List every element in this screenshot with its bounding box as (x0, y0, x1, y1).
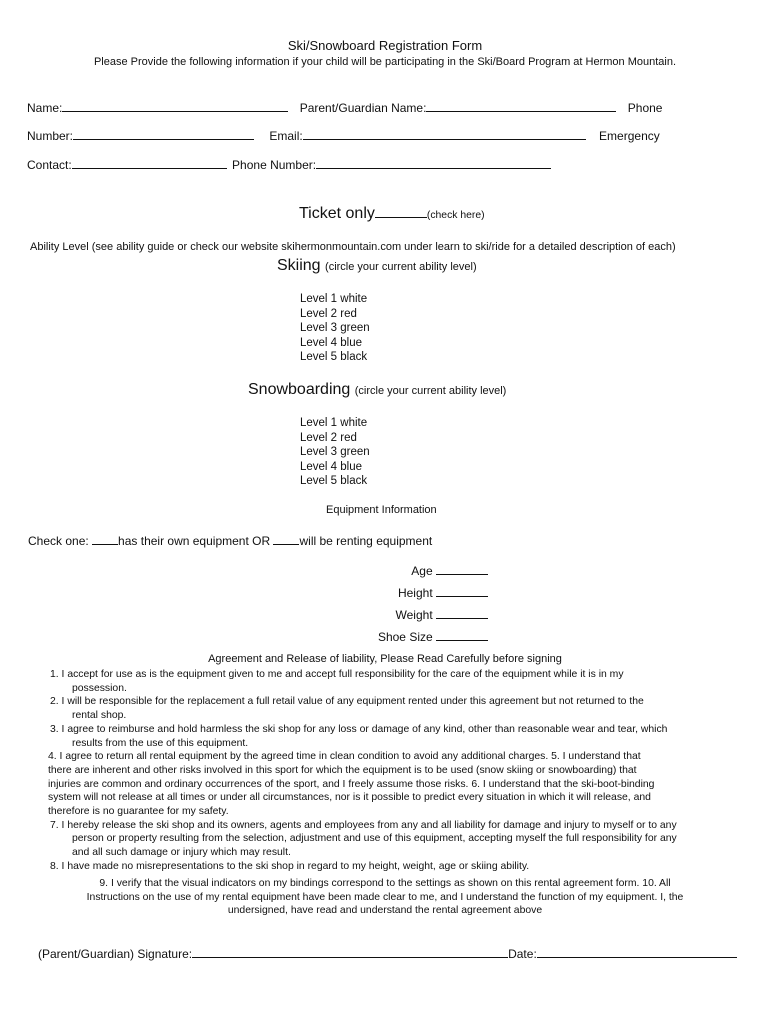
equipment-heading: Equipment Information (326, 504, 437, 516)
agreement-line: there are inherent and other risks involved in this sport for which the equipment is to be used (snow skiing or snowboarding) that (48, 764, 637, 776)
ticket-label: Ticket only (299, 205, 375, 222)
agreement-line: therefore is no guarantee for my safety. (48, 806, 229, 818)
name-field[interactable] (62, 101, 288, 112)
snowboarding-note: (circle your current ability level) (354, 385, 507, 397)
age-field[interactable] (436, 564, 488, 575)
signature-row (38, 947, 737, 961)
agreement-line: 1. I accept for use as is the equipment given to me and accept full responsibility for the care of the equipment while it is in my (50, 669, 624, 680)
renting-equipment-checkbox[interactable] (273, 534, 299, 545)
weight-row (396, 608, 488, 622)
age-row (411, 564, 488, 578)
agreement-line: possession. (72, 682, 127, 694)
email-label: Email: (269, 129, 303, 143)
date-label: Date: (508, 947, 537, 961)
ticket-note: (check here) (426, 210, 485, 221)
skiing-level-option[interactable]: Level 2 red (300, 307, 357, 320)
agreement-line: injuries are common and ordinary occurrences of the sport, and I freely assume those risks. 6. I understand that the ski-boot-binding (48, 778, 655, 790)
ticket-row (299, 205, 485, 223)
skiing-level-option[interactable]: Level 5 black (300, 351, 368, 363)
number-row (27, 129, 660, 143)
skiing-note: (circle your current ability level) (325, 261, 477, 273)
height-row (398, 586, 488, 600)
snowboarding-level-option[interactable]: Level 5 black (300, 475, 368, 487)
agreement-line: 3. I agree to reimburse and hold harmless the ski shop for any loss or damage of any kind, other than reasonable wear and tear, which (50, 723, 668, 735)
agreement-line: person or property resulting from the selection, adjustment and use of this equipment, accepting myself the full responsibility for any (72, 833, 677, 845)
snowboarding-level-option[interactable]: Level 4 blue (300, 460, 363, 473)
name-label: Name: (27, 101, 63, 115)
contact-label: Contact: (27, 158, 72, 172)
signature-field[interactable] (192, 947, 508, 958)
agreement-line: 7. I hereby release the ski shop and its owners, agents and employees from any and all liability for damage and injury to myself or to any (50, 819, 677, 831)
skiing-level-option[interactable]: Level 3 green (300, 322, 370, 334)
check-one-label: Check one: (28, 534, 89, 548)
skiing-level-option[interactable]: Level 4 blue (300, 336, 363, 349)
agreement-line: system will not release at all times or under all circumstances, nor is it possible to predict every situation in which it will release, and (48, 792, 651, 804)
agreement-line: rental shop. (72, 710, 127, 722)
agreement-line: 8. I have made no misrepresentations to the ski shop in regard to my height, weight, age or skiing ability. (50, 860, 530, 872)
contact-row (27, 158, 551, 172)
height-field[interactable] (436, 586, 488, 597)
agreement-line: 2. I will be responsible for the replacement a full retail value of any equipment rented under this agreement but not returned to the (50, 696, 644, 708)
agreement-line: and all such damage or injury which may result. (72, 847, 291, 859)
phone-label: Phone (627, 101, 663, 115)
own-equipment-checkbox[interactable] (92, 534, 118, 545)
emergency-contact-field[interactable] (72, 158, 227, 169)
number-label: Number: (27, 129, 74, 143)
shoe-size-field[interactable] (436, 630, 488, 641)
parent-label: Parent/Guardian Name: (299, 101, 427, 115)
phone-number-field[interactable] (73, 129, 254, 140)
name-row (27, 101, 662, 115)
equipment-check-row (28, 534, 432, 548)
weight-field[interactable] (436, 608, 488, 619)
agreement-terms (50, 668, 677, 874)
height-label: Height (397, 586, 433, 600)
snowboarding-levels (300, 416, 370, 489)
snowboarding-heading-row (248, 381, 506, 399)
snowboarding-level-option[interactable]: Level 2 red (300, 431, 357, 444)
age-label: Age (411, 564, 433, 578)
agreement-final-block (0, 877, 770, 918)
emergency-label: Emergency (599, 129, 660, 143)
agreement-line: 4. I agree to return all rental equipment by the agreed time in clean condition to avoid any additional charges. 5. I understand that (48, 751, 641, 763)
phone-number-label: Phone Number: (232, 158, 317, 172)
skiing-level-option[interactable]: Level 1 white (300, 293, 368, 305)
emergency-phone-field[interactable] (316, 158, 551, 169)
form-subtitle: Please Provide the following information if your child will be participating in the Ski/Board Program at Hermon Mountain. (93, 56, 677, 68)
shoe-size-label: Shoe Size (377, 630, 433, 644)
agreement-line: undersigned, have read and understand the rental agreement above (227, 905, 543, 917)
snowboarding-level-option[interactable]: Level 1 white (300, 417, 368, 429)
weight-label: Weight (395, 608, 433, 622)
snowboarding-heading: Snowboarding (248, 381, 351, 398)
agreement-heading: Agreement and Release of liability, Please Read Carefully before signing (208, 653, 562, 665)
ticket-checkbox-line[interactable] (375, 207, 427, 218)
email-field[interactable] (303, 129, 586, 140)
date-field[interactable] (537, 947, 737, 958)
signature-label: (Parent/Guardian) Signature: (38, 947, 193, 961)
renting-equipment-label: will be renting equipment (299, 534, 433, 548)
skiing-heading: Skiing (277, 257, 321, 274)
agreement-line: Instructions on the use of my rental equipment have been made clear to me, and I understand the function of my equipment. I, the (86, 891, 684, 903)
skiing-heading-row (277, 257, 477, 275)
ability-intro: Ability Level (see ability guide or check our website skihermonmountain.com under learn to ski/ride for a detailed description of each) (30, 241, 676, 253)
own-equipment-label: has their own equipment OR (118, 534, 271, 548)
parent-name-field[interactable] (426, 101, 616, 112)
agreement-line: 9. I verify that the visual indicators on my bindings correspond to the settings as shown on this rental agreement form. 10. All (99, 878, 671, 889)
form-title: Ski/Snowboard Registration Form (287, 38, 483, 53)
skiing-levels (300, 292, 370, 365)
shoe-size-row (378, 630, 488, 644)
agreement-line: results from the use of this equipment. (72, 737, 249, 749)
snowboarding-level-option[interactable]: Level 3 green (300, 446, 370, 458)
